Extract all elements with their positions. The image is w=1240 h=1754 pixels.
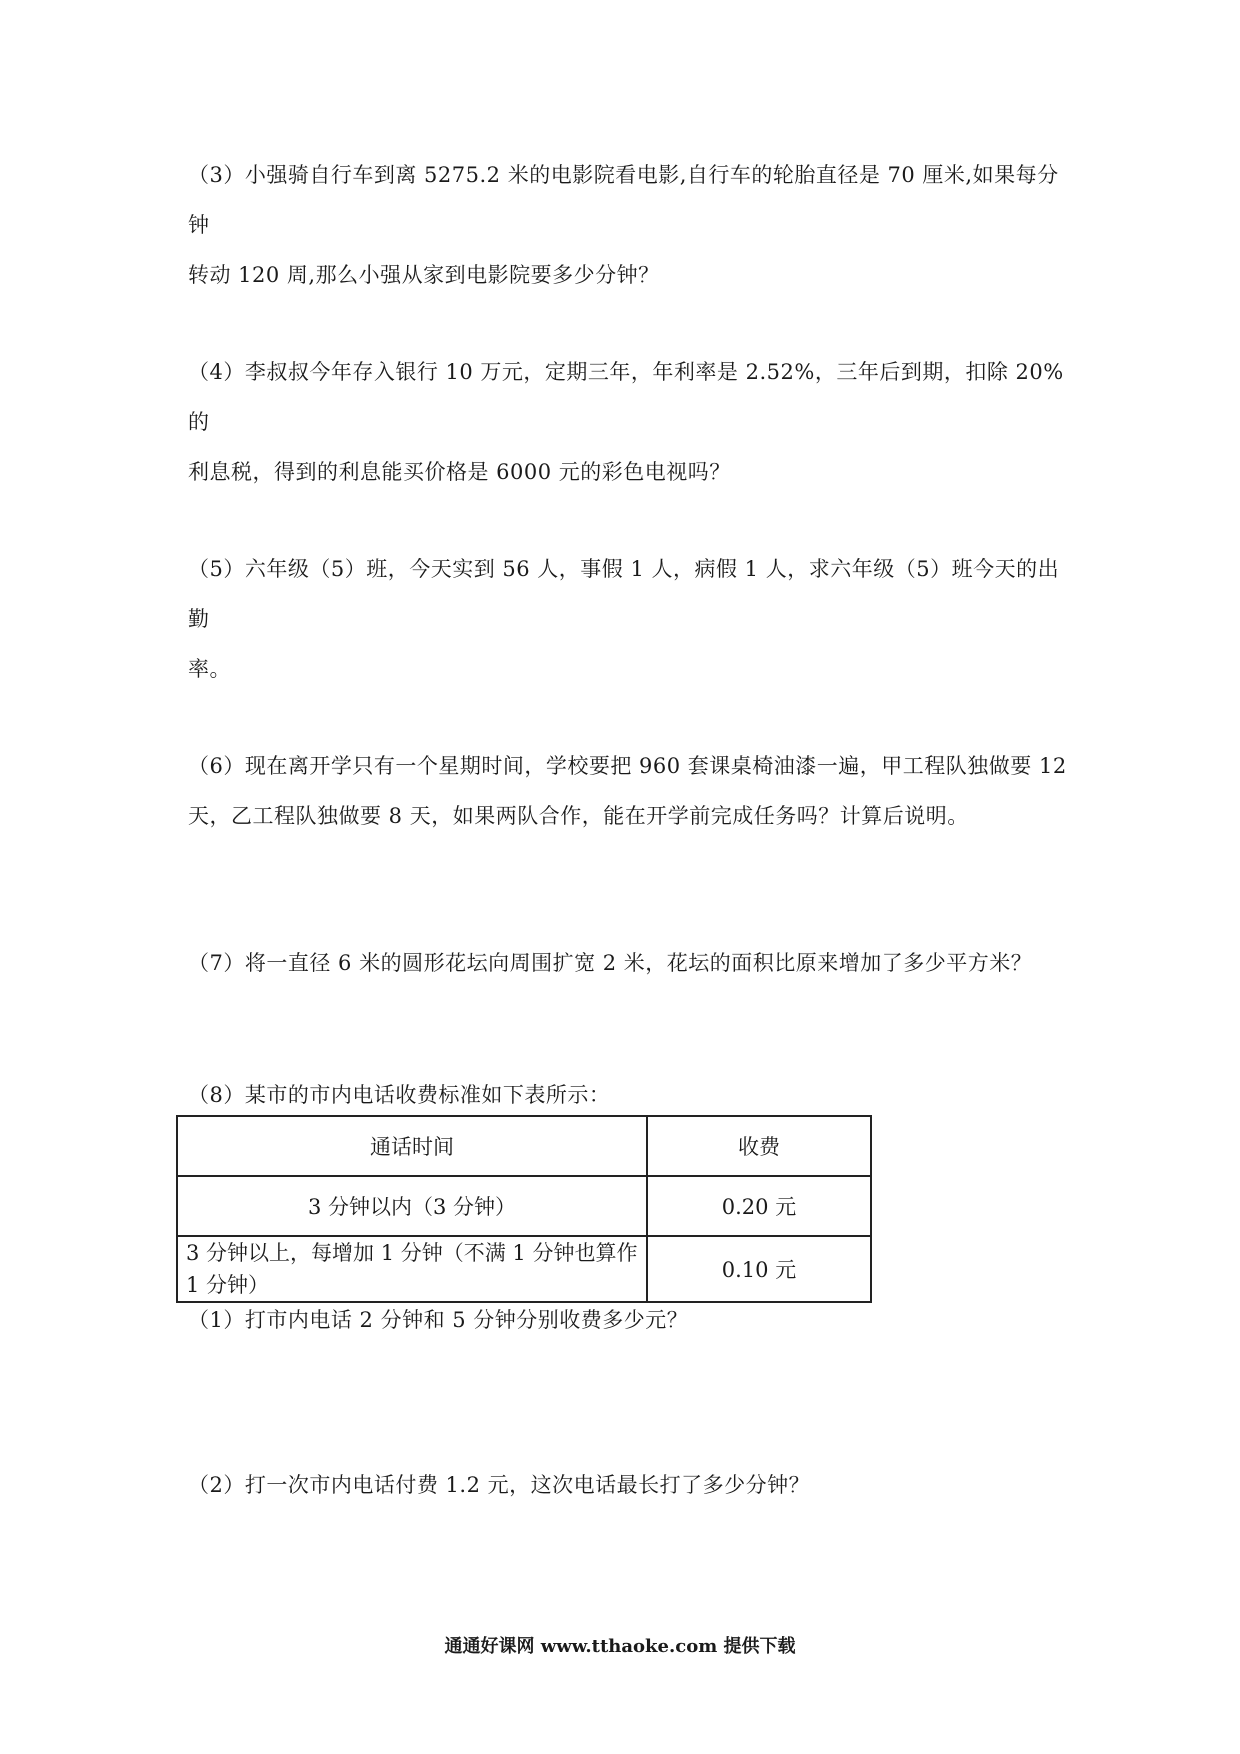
- question-7-line-1: （7）将一直径 6 米的圆形花坛向周围扩宽 2 米，花坛的面积比原来增加了多少平方米？: [188, 951, 1033, 975]
- question-8-sub-1: （1）打市内电话 2 分钟和 5 分钟分别收费多少元？: [188, 1308, 689, 1332]
- question-4-line-2: 利息税，得到的利息能买价格是 6000 元的彩色电视吗？: [188, 460, 731, 484]
- table-header-call-duration: 通话时间: [177, 1116, 647, 1176]
- question-5: [188, 544, 1068, 694]
- question-3-line-2: 转动 120 周,那么小强从家到电影院要多少分钟？: [188, 263, 660, 287]
- question-5-line-2: 率。: [188, 657, 231, 681]
- table-cell-duration: 3 分钟以上，每增加 1 分钟（不满 1 分钟也算作 1 分钟）: [177, 1236, 647, 1302]
- question-3: [188, 150, 1068, 300]
- question-6-line-2: 天，乙工程队独做要 8 天，如果两队合作，能在开学前完成任务吗？计算后说明。: [188, 804, 969, 828]
- table-row: [177, 1236, 871, 1302]
- question-5-line-1: （5）六年级（5）班，今天实到 56 人，事假 1 人，病假 1 人，求六年级（5）班今天的出勤: [188, 557, 1060, 631]
- table-cell-fee: 0.20 元: [647, 1176, 871, 1236]
- table-cell-fee: 0.10 元: [647, 1236, 871, 1302]
- table-header-fee: 收费: [647, 1116, 871, 1176]
- question-6-line-1: （6）现在离开学只有一个星期时间，学校要把 960 套课桌椅油漆一遍，甲工程队独做要 12: [188, 754, 1067, 778]
- question-6: [188, 741, 1068, 841]
- table-cell-duration: 3 分钟以内（3 分钟）: [177, 1176, 647, 1236]
- table-row: [177, 1176, 871, 1236]
- phone-fee-table: [176, 1115, 872, 1303]
- question-3-line-1: （3）小强骑自行车到离 5275.2 米的电影院看电影,自行车的轮胎直径是 70 厘米,如果每分钟: [188, 163, 1059, 237]
- question-8-sub-2: （2）打一次市内电话付费 1.2 元，这次电话最长打了多少分钟？: [188, 1473, 811, 1497]
- table-header-row: [177, 1116, 871, 1176]
- page-footer: 通通好课网 www.tthaoke.com 提供下载: [444, 1636, 796, 1657]
- question-4-line-1: （4）李叔叔今年存入银行 10 万元，定期三年，年利率是 2.52%，三年后到期，扣除 20%的: [188, 360, 1064, 434]
- question-8-intro: （8）某市的市内电话收费标准如下表所示：: [188, 1083, 611, 1107]
- question-7: [188, 938, 1068, 988]
- question-4: [188, 347, 1068, 497]
